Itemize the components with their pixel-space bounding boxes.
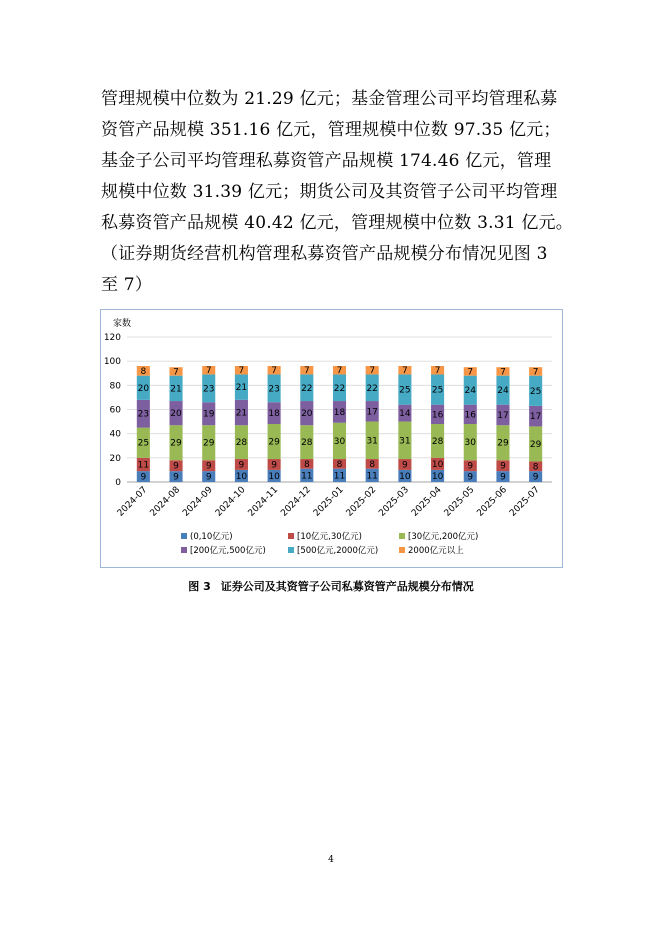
data-label: 7 — [336, 366, 343, 377]
data-label: 28 — [235, 438, 248, 449]
legend-swatch — [288, 533, 294, 539]
chart-container — [100, 309, 563, 568]
data-label: 28 — [301, 438, 313, 449]
data-label: 7 — [238, 366, 245, 377]
data-label: 23 — [203, 384, 215, 395]
y-tick-label: 40 — [109, 429, 121, 440]
data-label: 9 — [467, 472, 474, 483]
data-label: 22 — [333, 383, 346, 394]
figure-caption-text: 证券公司及其资管子公司私募资管产品规模分布情况 — [220, 580, 474, 593]
data-label: 7 — [205, 366, 212, 377]
data-label: 10 — [431, 471, 444, 482]
paragraph-line: 管理规模中位数为 21.29 亿元；基金管理公司平均管理私募 — [101, 89, 558, 109]
data-label: 7 — [271, 366, 277, 377]
x-tick-label: 2025-04 — [410, 485, 444, 519]
data-label: 8 — [336, 459, 343, 470]
data-label: 31 — [399, 436, 411, 447]
data-label: 9 — [173, 461, 179, 472]
data-label: 31 — [366, 436, 378, 447]
data-label: 9 — [173, 472, 179, 483]
x-tick-label: 2025-03 — [377, 485, 412, 519]
x-tick-label: 2024-12 — [279, 485, 313, 519]
paragraph-line: 资管产品规模 351.16 亿元，管理规模中位数 97.35 亿元； — [101, 120, 561, 140]
legend-swatch — [399, 547, 405, 553]
data-label: 23 — [268, 384, 280, 395]
data-label: 25 — [137, 438, 150, 449]
data-label: 19 — [203, 409, 215, 420]
y-tick-label: 100 — [103, 357, 121, 368]
data-label: 9 — [205, 472, 212, 483]
x-tick-label: 2024-08 — [148, 485, 183, 519]
y-tick-label: 0 — [115, 478, 121, 488]
data-label: 29 — [268, 437, 280, 448]
figure-label: 图 3 — [188, 580, 211, 593]
legend-swatch — [181, 533, 187, 539]
paragraph-line: 规模中位数 31.39 亿元；期货公司及其资管子公司平均管理 — [101, 182, 558, 202]
stacked-bar-chart — [101, 310, 562, 567]
data-label: 9 — [205, 461, 212, 472]
data-label: 11 — [366, 471, 378, 482]
data-label: 14 — [399, 409, 411, 420]
data-label: 9 — [140, 472, 147, 483]
data-label: 20 — [301, 409, 313, 420]
data-label: 7 — [369, 366, 376, 377]
data-label: 9 — [532, 472, 539, 483]
data-label: 9 — [238, 460, 245, 471]
data-label: 30 — [333, 436, 346, 447]
data-label: 24 — [497, 386, 509, 397]
data-label: 18 — [268, 409, 280, 420]
data-label: 18 — [333, 407, 346, 418]
data-label: 7 — [402, 366, 408, 377]
data-label: 28 — [431, 436, 444, 447]
data-label: 16 — [464, 410, 476, 421]
paragraph-line: 至 7） — [101, 275, 153, 295]
legend-label: [500亿元,2000亿元) — [297, 546, 379, 556]
data-label: 7 — [173, 367, 179, 378]
x-tick-label: 2024-11 — [246, 485, 281, 519]
x-tick-label: 2025-02 — [344, 485, 379, 519]
data-label: 29 — [203, 438, 215, 449]
data-label: 9 — [271, 460, 277, 471]
data-label: 10 — [268, 471, 280, 482]
data-label: 21 — [170, 384, 182, 395]
data-label: 9 — [402, 460, 408, 471]
y-tick-label: 20 — [109, 453, 121, 464]
data-label: 24 — [464, 386, 476, 397]
data-label: 8 — [369, 459, 376, 470]
data-label: 10 — [431, 459, 444, 470]
legend-label: [30亿元,200亿元) — [408, 532, 479, 542]
data-label: 8 — [532, 462, 539, 473]
data-label: 29 — [170, 438, 182, 449]
x-tick-label: 2025-05 — [442, 485, 477, 519]
data-label: 10 — [399, 471, 411, 482]
data-label: 7 — [303, 366, 310, 377]
data-label: 11 — [301, 471, 313, 482]
x-tick-label: 2024-09 — [181, 485, 215, 519]
body-paragraph — [101, 84, 571, 301]
paragraph-line: 基金子公司平均管理私募资管产品规模 174.46 亿元，管理 — [101, 151, 552, 171]
data-label: 17 — [529, 412, 542, 423]
data-label: 17 — [366, 407, 378, 418]
data-label: 8 — [303, 459, 310, 470]
x-tick-label: 2025-06 — [475, 485, 510, 519]
data-label: 9 — [500, 472, 506, 483]
x-tick-label: 2024-07 — [115, 485, 150, 519]
data-label: 16 — [431, 410, 444, 421]
data-label: 7 — [500, 367, 506, 378]
data-label: 7 — [532, 367, 539, 378]
data-label: 9 — [467, 461, 474, 472]
data-label: 11 — [333, 471, 346, 482]
data-label: 25 — [399, 385, 411, 396]
paragraph-line: 私募资管产品规模 40.42 亿元，管理规模中位数 3.31 亿元。 — [101, 213, 573, 233]
y-tick-label: 80 — [109, 381, 121, 392]
data-label: 7 — [467, 367, 474, 378]
data-label: 22 — [366, 383, 378, 394]
data-label: 7 — [434, 366, 441, 377]
paragraph-line: （证券期货经营机构管理私募资管产品规模分布情况见图 3 — [101, 244, 548, 264]
data-label: 30 — [464, 438, 476, 449]
data-label: 8 — [140, 366, 147, 377]
data-label: 23 — [137, 409, 150, 420]
x-tick-label: 2025-07 — [508, 485, 542, 519]
legend-swatch — [288, 547, 294, 553]
y-tick-label: 60 — [109, 405, 121, 416]
figure-caption — [0, 578, 662, 594]
legend-label: [200亿元,500亿元) — [190, 546, 266, 556]
legend-label: (0,10亿元) — [190, 532, 233, 542]
data-label: 10 — [235, 471, 248, 482]
y-tick-label: 120 — [103, 333, 121, 343]
legend-swatch — [181, 547, 187, 553]
page-number: 4 — [328, 855, 334, 865]
data-label: 22 — [301, 383, 313, 394]
data-label: 25 — [431, 385, 444, 396]
legend-label: 2000亿元以上 — [408, 546, 464, 556]
data-label: 25 — [529, 386, 542, 397]
data-label: 29 — [529, 439, 542, 450]
data-label: 20 — [170, 409, 182, 420]
y-axis-title: 家数 — [113, 319, 132, 329]
data-label: 29 — [497, 438, 509, 449]
data-label: 21 — [235, 408, 248, 419]
legend-label: [10亿元,30亿元) — [297, 532, 362, 542]
data-label: 20 — [137, 383, 150, 394]
data-label: 21 — [235, 383, 248, 394]
data-label: 11 — [137, 460, 150, 471]
data-label: 17 — [497, 410, 509, 421]
x-tick-label: 2025-01 — [311, 485, 346, 519]
legend-swatch — [399, 533, 405, 539]
x-tick-label: 2024-10 — [213, 485, 248, 519]
data-label: 9 — [500, 461, 506, 472]
